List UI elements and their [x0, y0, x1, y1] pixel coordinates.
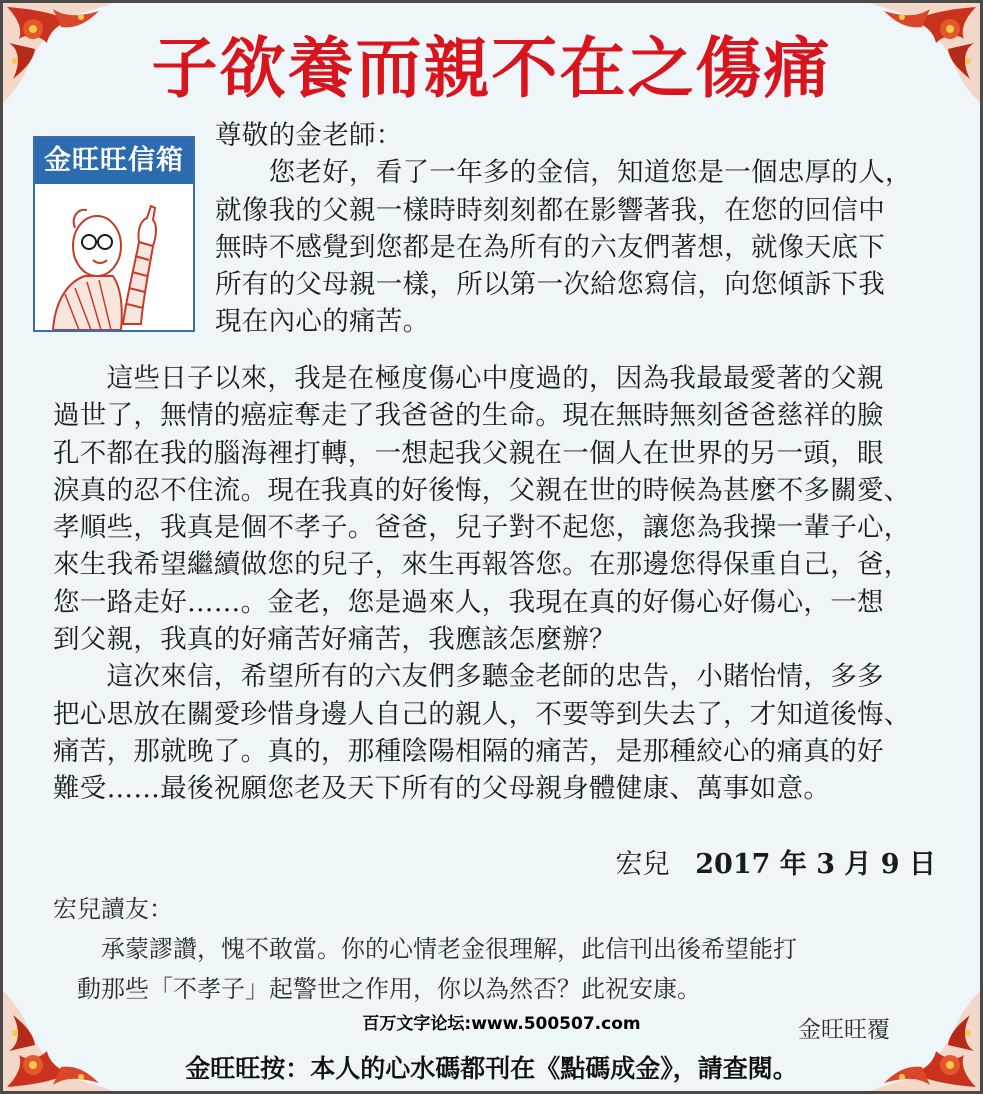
column-name: 金旺旺信箱 [35, 138, 193, 184]
reply-salutation: 宏兒讀友： [53, 895, 173, 923]
letter-signature [616, 846, 936, 883]
reply-signature: 金旺旺覆 [798, 1017, 890, 1043]
letter-line: 淚真的忍不住流。現在我真的好後悔，父親在世的時候為甚麼不多關愛、 [53, 474, 911, 506]
letter-line: 到父親，我真的好痛苦好痛苦，我應該怎麼辦？ [53, 624, 616, 656]
editor-reply [53, 889, 953, 1009]
columnist-cartoon-icon [35, 184, 193, 330]
signature-date: 2017 年 3 月 9 日 [695, 849, 936, 880]
letter-line: 孔不都在我的腦海裡打轉，一想起我父親在一個人在世界的另一頭，眼 [53, 437, 884, 469]
letter-line: 您老好，看了一年多的金信，知道您是一個忠厚的人， [215, 157, 912, 189]
letter-line: 這次來信，希望所有的六友們多聽金老師的忠告，小賭怡情，多多 [53, 661, 884, 693]
letter-line: 孝順些，我真是個不孝子。爸爸，兒子對不起您，讓您為我操一輩子心， [53, 512, 911, 544]
letter-body [53, 360, 953, 808]
letter-line: 現在內心的痛苦。 [215, 306, 430, 338]
letter-line: 來生我希望繼續做您的兒子，來生再報答您。在那邊您得保重自己，爸， [53, 549, 911, 581]
forum-watermark: 百万文字论坛:www.500507.com [362, 1014, 641, 1034]
reply-line: 承蒙謬讚，愧不敢當。你的心情老金很理解，此信刊出後希望能打 [53, 935, 797, 963]
headline: 子欲養而親不在之傷痛 [151, 30, 832, 107]
column-badge [33, 136, 195, 332]
letter-line: 過世了，無情的癌症奪走了我爸爸的生命。現在無時無刻爸爸慈祥的臉 [53, 400, 884, 432]
letter-opening [215, 117, 955, 341]
letter-line: 痛苦，那就晚了。真的，那種陰陽相隔的痛苦，是那種絞心的痛真的好 [53, 735, 884, 767]
letter-line: 就像我的父親一樣時時刻刻都在影響著我，在您的回信中 [215, 194, 885, 226]
footer-note: 金旺旺按：本人的心水碼都刊在《點碼成金》，請查閱。 [185, 1054, 798, 1083]
letter-line: 無時不感覺到您都是在為所有的六友們著想，就像天底下 [215, 231, 885, 263]
letter-salutation: 尊敬的金老師： [215, 120, 403, 151]
signature-name: 宏兒 [615, 849, 670, 880]
reply-line: 動那些「不孝子」起警世之作用，你以為然否？此祝安康。 [53, 975, 701, 1003]
letter-line: 您一路走好……。金老，您是過來人，我現在真的好傷心好傷心，一想 [53, 586, 884, 618]
letter-line: 這些日子以來，我是在極度傷心中度過的，因為我最最愛著的父親 [53, 363, 884, 394]
letter-line: 把心思放在關愛珍惜身邊人自己的親人，不要等到失去了，才知道後悔、 [53, 698, 911, 730]
letter-line: 所有的父母親一樣，所以第一次給您寫信，向您傾訴下我 [215, 269, 885, 301]
letter-line: 難受……最後祝願您老及天下所有的父母親身體健康、萬事如意。 [53, 773, 831, 805]
